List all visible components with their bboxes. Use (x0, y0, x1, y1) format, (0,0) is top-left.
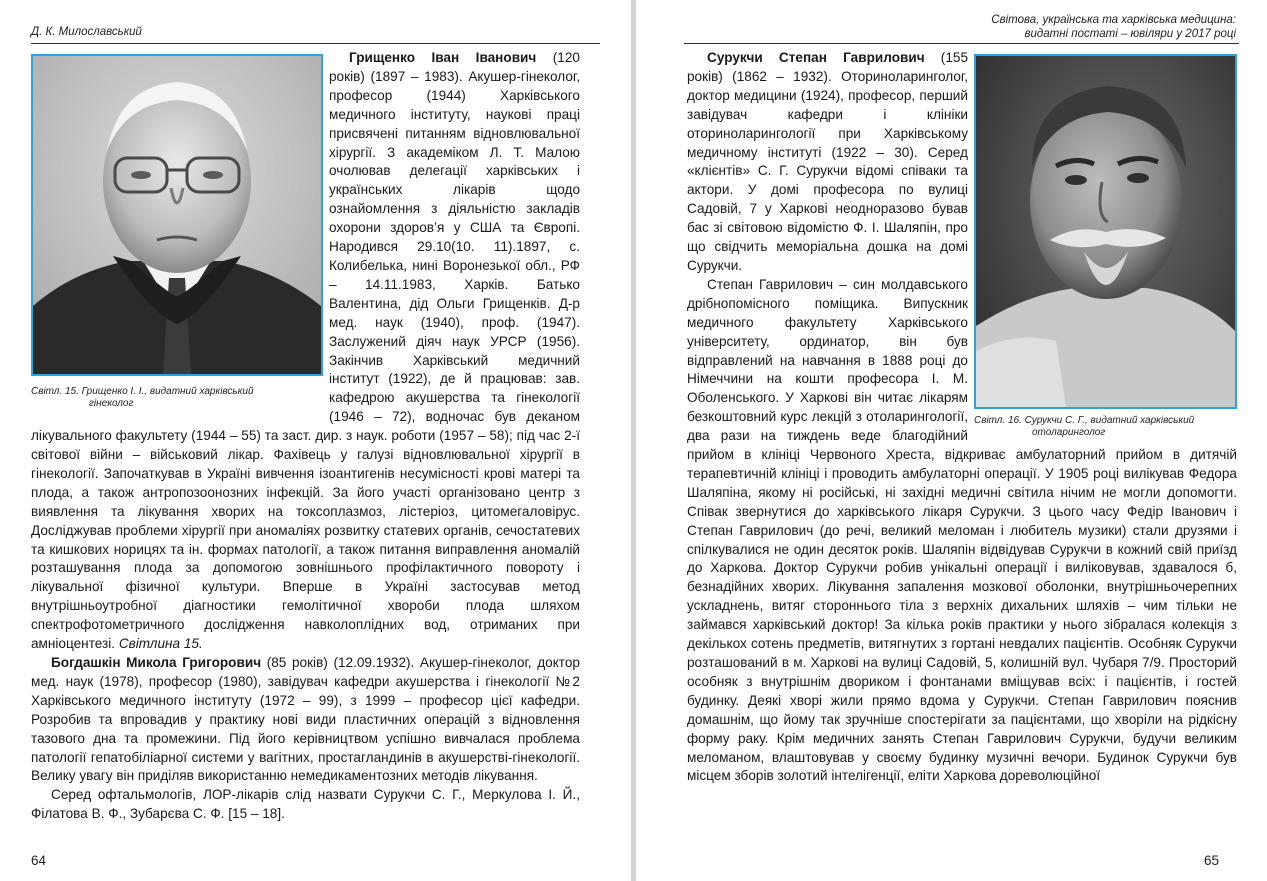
right-header-line1: Світова, українська та харківська медицина: (991, 14, 1236, 26)
left-header-rule (31, 43, 600, 44)
text-grishchenko: (120 років) (1897 – 1983). Акушер-гінеколог, професор (1944) Харківського медичного інституту, наукові праці присвячені питанням відновлювальної хірургії. З академіком Л. Т. Малою очолював делегації харківських і українських лікарів щодо ознайомлення з діяльністю закладів охорони здоров’я у США та Європі. Народився 29.10(10. 11).1897, с. Колибелька, нині Воронезької обл., РФ – 14.11.1983, Харків. Батько Валентина, дід Ольги Грищенків. Д-р мед. наук (1940), проф. (1947). Заслужений діяч наук УРСР (1956). Закінчив Харківський медичний інститут (1922), де й працював: зав. кафедрою акушерства та гінекології (1946 – 72), водночас був деканом лікувального факультету (1944 – 55) та заст. дир. з наук. роботи (1957 – 58); під час 2-ї світової війни – військовий лікар. Фахівець у галузі відновлювальної хірургії в гінекології. Започаткував в Україні вивчення ізоантигенів несумісності крові матері та плода, а також антропозоонозних інфекцій. За його участі організовано центр з виявлення та лікування хворих на токсоплазмоз, лістеріоз, цитомегаловірус. Досліджував проблеми хірургії при аномаліях розвитку статевих органів, сечостатевих та кишкових норицях та ін. формах патології, а також питання виправлення аномалій розташування плода за допомогою зовнішнього профілактичного повороту і лікувальної фізичної культури. Вперше в Україні застосував метод внутрішньоутробної діагностики гемолітичної хвороби плода шляхом спектрофотометричного дослідження навколоплідних вод, отриманих при амніоцентезі. (31, 50, 580, 652)
right-page-number: 65 (1203, 853, 1219, 868)
portrait-grishchenko-image (33, 56, 321, 374)
paragraph-surukchi-bio: Степан Гаврилович – син молдавського дрібнопомісного поміщика. Випускник медичного факультету Харківського університету, ординатор, він був відправлений на навчання в 1888 році до Німеччини на кошти професора І. М. Оболенського. У Харкові він читає лікарям безкоштовний курс лекцій з отоларингології, два рази на тиждень веде благодійний прийом в клініці Червоного Хреста, відкриває амбулаторний прийом в дитячій терапевтичній клініці і проводить амбулаторні операції. У 1905 році вилікував Федора Шаляпіна, якому ні російські, ні західні медичні світила нічим не могли допомогти. Співак звернутися до харківського лікаря Сурукчи. З цього часу Федір Іванович і Степан Гаврилович (до речі, великий меломан і любитель музики) стали друзями і спілкувалися не один десяток років. Шаляпін відвідував Сурукчи в кожний свій приїзд до Харкова. Доктор Сурукчи робив унікальні операції і виліковував, здавалося б, безнадійних хворих. Лікування запалення мозкової оболонки, внутрішньочерепних ускладнень, витяг стороннього тіла з верхніх дихальних шляхів – чим тільки не займався харківський доктор! За кілька років практики у нього зібралася колекція з декількох сотень предметів, витягнутих з гортані невдалих пацієнтів. Особняк Сурукчи розташований в м. Харкові на вулиці Садовій, 5, колишній вул. Чубаря 7/9. Просторий особняк з внутрішнім двориком і фонтанами вміщував всіх: і пацієнтів, і гостей будинку. Деякі хворі жили прямо вдома у Сурукчи. Степан Гаврилович пояснив домашнім, що йому так зручніше спостерігати за пацієнтами, що хворіли на рідкісну форму раку. Крім медичних занять Степан Гаврилович Сурукчи, будучи великим меломаном, влаштовував у своєму будинку музичні вечори. Будинок Сурукчи був місцем зборів золотий інтелігенції, еліти Харкова дореволюційної (687, 276, 1237, 784)
right-header-line2: видатні постаті – ювіляри у 2017 році (1024, 28, 1236, 40)
caption-15-line2: гінеколог (89, 398, 134, 409)
text-surukchi-intro: (155 років) (1862 – 1932). Оториноларинголог, доктор медицини (1924), професор, перший завідувач кафедри і клініки оториноларингології при Харківському медичному інституті (1922 – 30). Серед «клієнтів» С. Г. Сурукчи відомі співаки та актори. У домі професора по вулиці Садовій, 7 у Харкові неодноразово бував бас зі світовою відомістю Ф. І. Шаляпін, про що свідчить меморіальна дошка на домі Сурукчи. (687, 50, 969, 273)
right-header-rule (684, 43, 1239, 44)
caption-15 (31, 386, 323, 410)
caption-16 (974, 415, 1237, 439)
left-body (31, 49, 580, 824)
right-figure (974, 49, 1237, 437)
paragraph-ophthalmologists: Серед офтальмологів, ЛОР-лікарів слід назвати Сурукчи С. Г., Меркулова І. Й., Філатова В. Ф., Зубарєва С. Ф. [15 – 18]. (31, 787, 580, 822)
left-running-header: Д. К. Милославський (31, 26, 142, 38)
caption-16-line2: отоларинголог (1032, 427, 1106, 438)
photo-grishchenko (31, 54, 323, 376)
caption-16-line1: Світл. 16. Сурукчи С. Г., видатний харківський (974, 415, 1195, 426)
right-running-header (991, 13, 1236, 41)
caption-15-line1: Світл. 15. Грищенко І. І., видатний харківський (31, 386, 254, 397)
name-surukchi: Сурукчи Степан Гаврилович (707, 50, 925, 65)
left-page-number: 64 (31, 853, 47, 868)
left-figure (31, 49, 323, 413)
portrait-surukchi-image (976, 56, 1235, 407)
left-page (0, 0, 631, 881)
paragraph-bogdashkin (31, 654, 580, 786)
right-page (636, 0, 1267, 881)
text-bogdashkin: (85 років) (12.09.1932). Акушер-гінеколог, доктор мед. наук (1978), професор (1980), завідувач кафедри акушерства і гінекології №2 Харківського медичного інституту (1972 – 99), з 1999 – професор цієї кафедри. Розробив та впровадив у практику нові види пластичних операцій з відновлення тазового дна та промежини. Під його керівництвом успішно вивчалася проблема патології гепатобіліарної системи у вагітних, простагландинів в акушерстві-гінекології. Велику увагу він приділяв використанню немедикаментозних методів лікування. (31, 655, 580, 784)
right-body (687, 49, 1237, 786)
name-bogdashkin: Богдашкін Микола Григорович (51, 655, 262, 670)
photo-surukchi (974, 54, 1237, 409)
ref-15: Світлина 15. (118, 636, 203, 652)
name-grishchenko: Грищенко Іван Іванович (349, 50, 537, 65)
